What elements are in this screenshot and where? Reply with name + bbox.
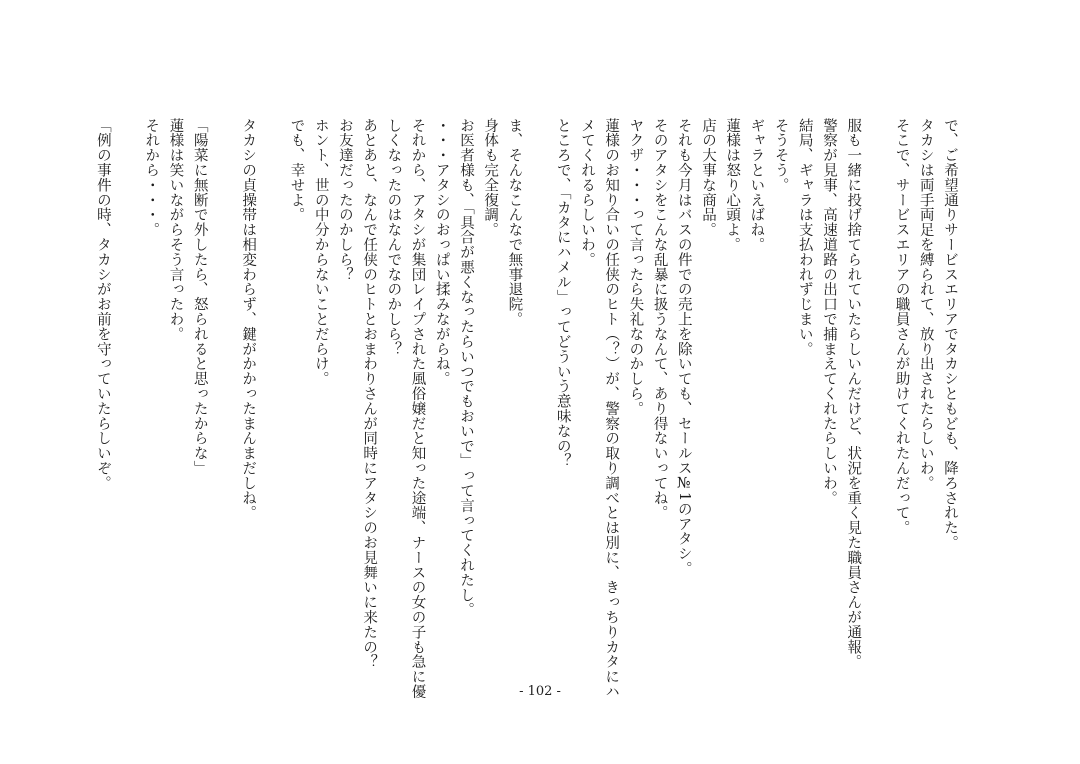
- text-line: 結局、ギャラは支払われずじまい。: [796, 118, 813, 357]
- text-line: ホント、世の中分からないことだらけ。: [312, 118, 329, 387]
- text-line: 店の大事な商品。: [699, 118, 716, 238]
- text-line: それも今月はバスの件での売上を除いても、セールス№1のアタシ。: [675, 118, 692, 577]
- text-line: ところで、「カタにハメル」ってどういう意味なの？: [554, 118, 571, 469]
- paragraph-gap: [260, 118, 284, 638]
- paragraph-gap: [212, 118, 236, 638]
- text-line: で、ご希望通りサービスエリアでタカシともども、降ろされた。: [942, 118, 958, 551]
- paragraph-gap: [115, 118, 139, 638]
- text-line: でも、幸せよ。: [288, 118, 305, 223]
- text-line: しくなったのはなんでなのかしら？: [385, 118, 402, 357]
- text-line: 「陽菜に無断で外したら、怒られると思ったからな」: [191, 118, 208, 476]
- text-line: 蓮様のお知り合いの任侠のヒト（？）が、警察の取り調べとは別に、きっちりカタにハ: [603, 118, 620, 700]
- text-line: 服も一緒に投げ捨てられていたらしいんだけど、状況を重く見た職員さんが通報。: [845, 118, 862, 670]
- text-line: それから、アタシが集団レイプされた風俗嬢だと知った途端、ナースの女の子も急に優: [409, 118, 426, 700]
- text-line: メてくれるらしいわ。: [578, 118, 595, 267]
- text-line: お友達だったのかしら？: [336, 118, 353, 282]
- text-line: 蓮様は笑いながらそう言ったわ。: [167, 118, 184, 342]
- paragraph-gap: [526, 118, 550, 638]
- paragraph-gap: [865, 118, 889, 638]
- text-line: 「例の事件の時、タカシがお前を守っていたらしいぞ。: [94, 118, 111, 491]
- text-line: ・・・アタシのおっぱい揉みながらね。: [433, 118, 450, 387]
- text-line: 蓮様は怒り心頭よ。: [724, 118, 741, 253]
- text-line: ヤクザ・・・って言ったら失礼なのかしら。: [627, 118, 644, 416]
- text-line: タカシの貞操帯は相変わらず、鍵がかかったまんまだしね。: [240, 118, 257, 521]
- text-line: ギャラといえばね。: [748, 118, 765, 253]
- text-line: タカシは両手両足を縛られて、放り出されたらしいわ。: [917, 118, 934, 491]
- text-line: お医者様も、「具合が悪くなったらいつでもおいで」って言ってくれたし。: [457, 118, 474, 618]
- text-line: そうそう。: [772, 118, 789, 193]
- page-number: - 102 -: [519, 684, 561, 699]
- text-line: そこで、サービスエリアの職員さんが助けてくれたんだって。: [893, 118, 910, 536]
- text-line: ま、そんなこんなで無事退院。: [506, 118, 523, 327]
- text-line: 身体も完全復調。: [482, 118, 499, 238]
- text-line: そのアタシをこんな乱暴に扱うなんて、あり得ないってね。: [651, 118, 668, 521]
- text-line: あとあと、なんで任侠のヒトとおまわりさんが同時にアタシのお見舞いに来たの？: [361, 118, 378, 670]
- text-line: それから・・・。: [143, 118, 160, 238]
- text-line: 警察が見事、高速道路の出口で捕まえてくれたらしいわ。: [820, 118, 837, 506]
